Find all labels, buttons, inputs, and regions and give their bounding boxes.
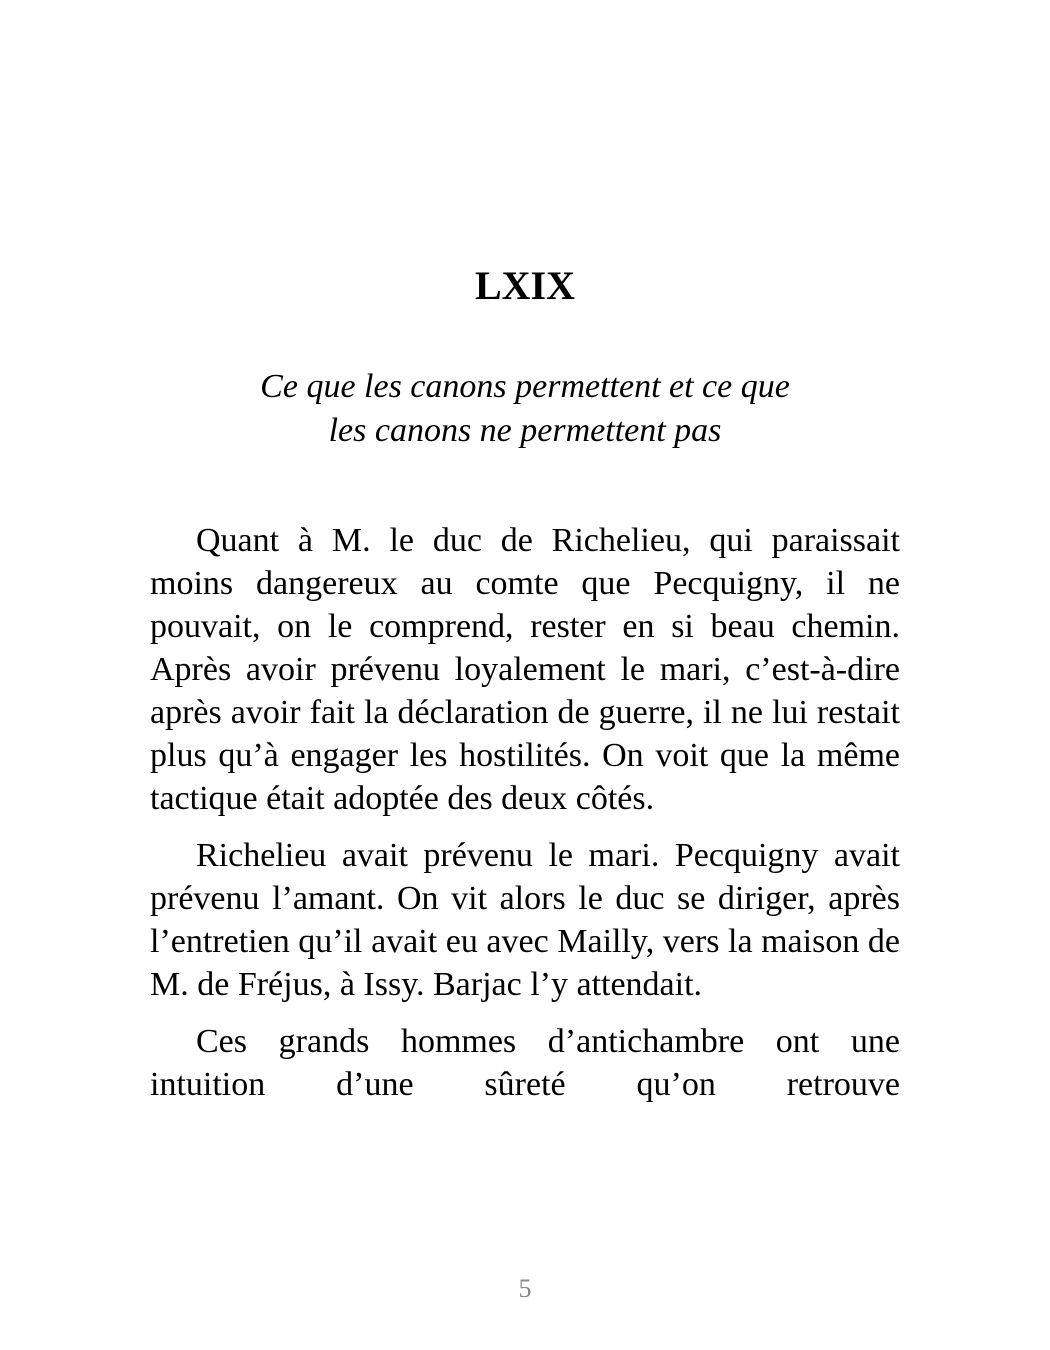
paragraph: Ces grands hommes d’antichambre ont une intuition d’une sûreté qu’on retrouve [150, 1023, 900, 1103]
chapter-subtitle [150, 365, 900, 453]
page-number: 5 [518, 1274, 532, 1303]
chapter-subtitle-line-1: Ce que les canons permettent et ce que [260, 368, 790, 405]
paragraph: Quant à M. le duc de Richelieu, qui paraissait moins dangereux au comte que Pecquigny, il ne pouvait, on le comprend, rester en si beau chemin. Après avoir prévenu loyalement le mari, c’est-à-dire après avoir fait la déclaration de guerre, il ne lui restait plus qu’à engager les hostilités. On voit que la même tactique était adoptée des deux côtés. [150, 522, 900, 817]
paragraph: Richelieu avait prévenu le mari. Pecquigny avait prévenu l’amant. On vit alors le duc se diriger, après l’entretien qu’il avait eu avec Mailly, vers la maison de M. de Fréjus, à Issy. Barjac l’y attendait. [150, 837, 900, 1003]
chapter-number: LXIX [474, 263, 576, 308]
chapter-subtitle-line-2: les canons ne permettent pas [328, 412, 722, 449]
body-text [150, 519, 900, 1120]
